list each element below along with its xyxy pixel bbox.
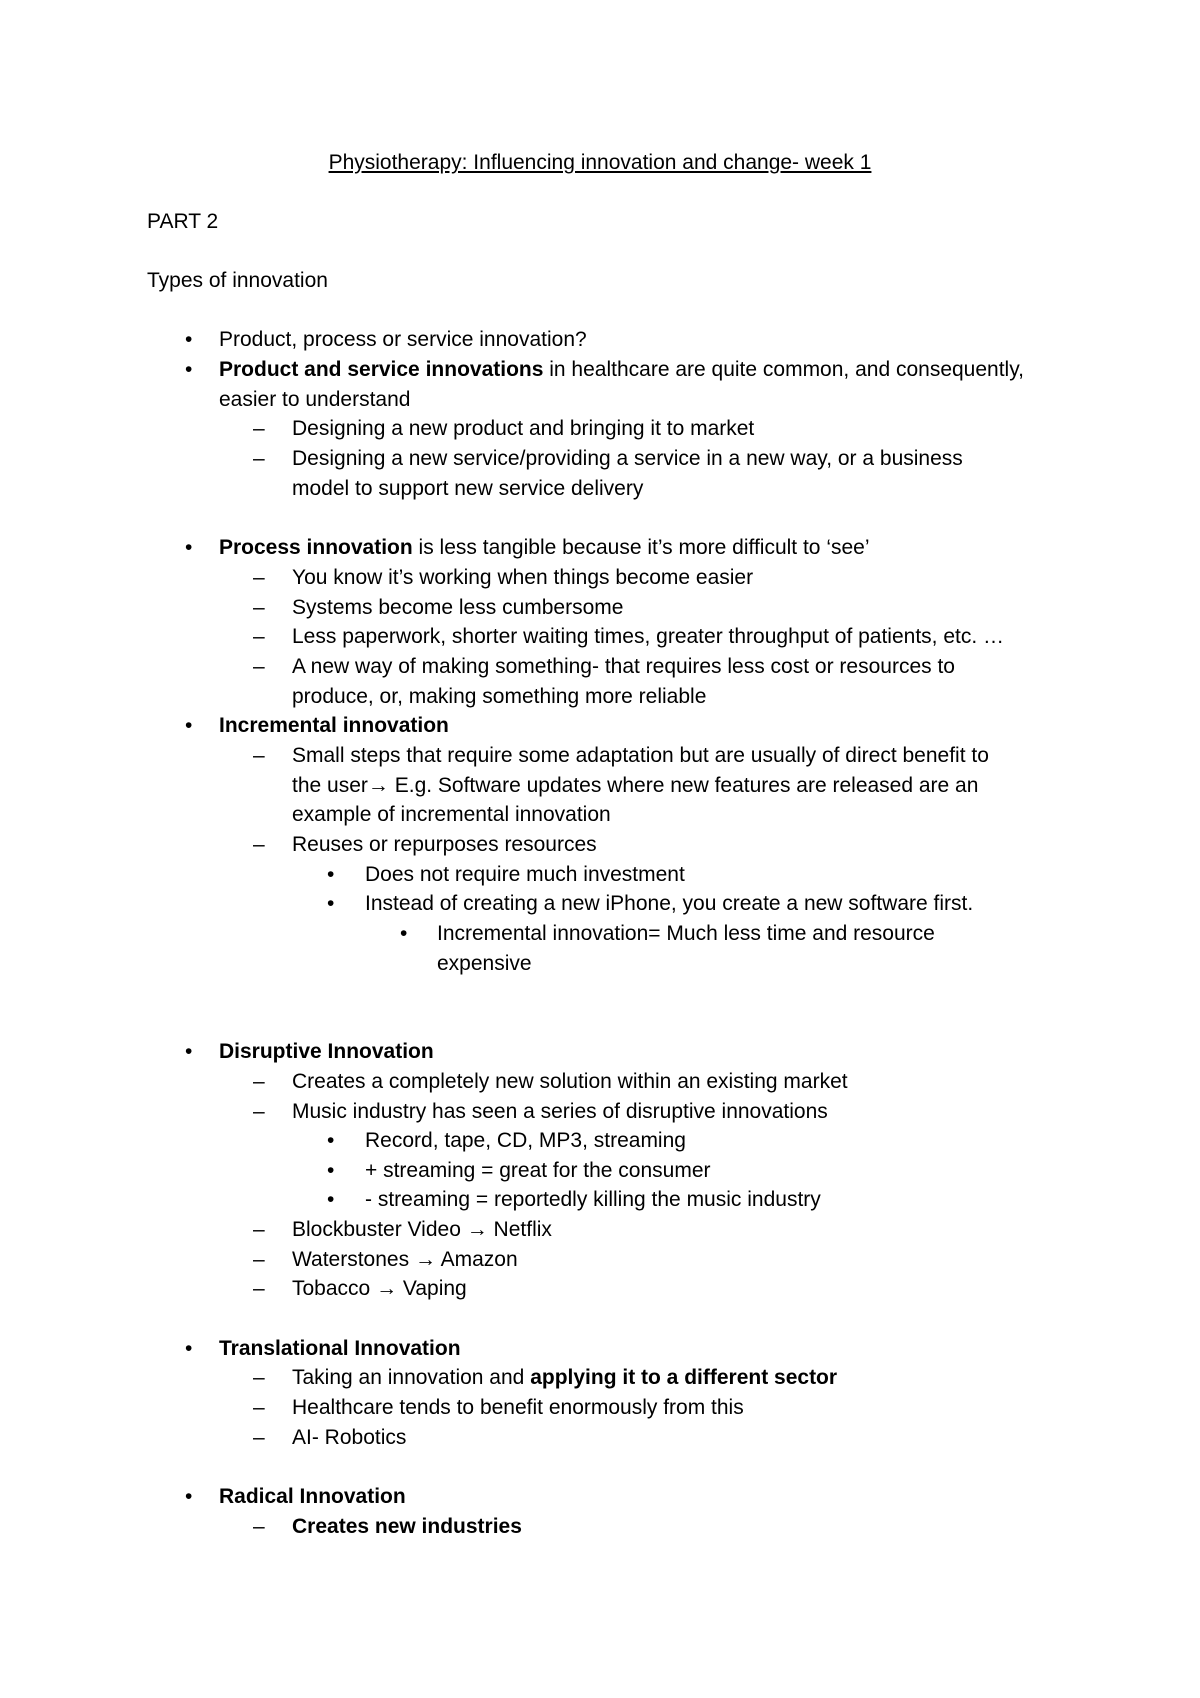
dash-marker: – bbox=[253, 655, 265, 678]
bold-term: Process innovation bbox=[219, 536, 413, 559]
bold-term: applying it to a different sector bbox=[530, 1366, 838, 1389]
sub-item: Designing a new product and bringing it to market bbox=[292, 417, 755, 440]
bullet-marker: • bbox=[185, 1337, 193, 1360]
dash-marker: – bbox=[253, 566, 265, 589]
sub-sub-sub-item: Incremental innovation= Much less time and resource bbox=[437, 922, 935, 945]
list-item-radical-innovation: Radical Innovation bbox=[219, 1485, 406, 1508]
list-item-continuation: easier to understand bbox=[219, 388, 411, 411]
item-text: Blockbuster Video bbox=[292, 1218, 467, 1241]
dash-marker: – bbox=[253, 744, 265, 767]
arrow-icon: → bbox=[376, 1277, 398, 1300]
sub-item: Music industry has seen a series of disruptive innovations bbox=[292, 1100, 828, 1123]
item-text: Tobacco bbox=[292, 1277, 377, 1300]
dash-marker: – bbox=[253, 1396, 265, 1419]
sub-item bbox=[292, 1363, 837, 1393]
sub-item: Creates new industries bbox=[292, 1515, 522, 1538]
bullet-marker: • bbox=[400, 922, 408, 945]
sub-item-continuation: produce, or, making something more reliable bbox=[292, 685, 707, 708]
sub-item: Healthcare tends to benefit enormously from this bbox=[292, 1396, 744, 1419]
bullet-marker: • bbox=[185, 328, 193, 351]
dash-marker: – bbox=[253, 1515, 265, 1538]
bullet-marker: • bbox=[185, 536, 193, 559]
item-text: Amazon bbox=[435, 1248, 518, 1271]
bullet-marker: • bbox=[327, 1159, 335, 1182]
item-text: Taking an innovation and bbox=[292, 1366, 531, 1389]
dash-marker: – bbox=[253, 833, 265, 856]
dash-marker: – bbox=[253, 596, 265, 619]
item-text: Netflix bbox=[487, 1218, 552, 1241]
sub-sub-item: Instead of creating a new iPhone, you create a new software first. bbox=[365, 892, 974, 915]
sub-item: You know it’s working when things become easier bbox=[292, 566, 754, 589]
bullet-marker: • bbox=[185, 714, 193, 737]
item-text: Vaping bbox=[397, 1277, 467, 1300]
sub-item: Designing a new service/providing a service in a new way, or a business bbox=[292, 447, 963, 470]
dash-marker: – bbox=[253, 1070, 265, 1093]
sub-item-continuation: example of incremental innovation bbox=[292, 803, 611, 826]
part-label: PART 2 bbox=[147, 210, 219, 233]
bold-term: Product and service innovations bbox=[219, 358, 544, 381]
item-text: E.g. Software updates where new features are released are an bbox=[388, 774, 979, 797]
sub-sub-item: Record, tape, CD, MP3, streaming bbox=[365, 1129, 686, 1152]
dash-marker: – bbox=[253, 1277, 265, 1300]
bullet-marker: • bbox=[185, 1040, 193, 1063]
item-text: in healthcare are quite common, and consequently, bbox=[543, 358, 1024, 381]
list-item-product-service bbox=[219, 355, 1024, 385]
bullet-marker: • bbox=[185, 1485, 193, 1508]
dash-marker: – bbox=[253, 1248, 265, 1271]
sub-item: Systems become less cumbersome bbox=[292, 596, 624, 619]
sub-item: Small steps that require some adaptation but are usually of direct benefit to bbox=[292, 744, 989, 767]
sub-sub-item: + streaming = great for the consumer bbox=[365, 1159, 711, 1182]
sub-item bbox=[292, 1215, 552, 1245]
document-title: Physiotherapy: Influencing innovation and change- week 1 bbox=[328, 151, 872, 174]
sub-item: Less paperwork, shorter waiting times, greater throughput of patients, etc. … bbox=[292, 625, 1005, 648]
dash-marker: – bbox=[253, 625, 265, 648]
section-heading: Types of innovation bbox=[147, 269, 328, 292]
sub-item: AI- Robotics bbox=[292, 1426, 407, 1449]
arrow-icon: → bbox=[367, 774, 389, 797]
list-item-translational-innovation: Translational Innovation bbox=[219, 1337, 461, 1360]
dash-marker: – bbox=[253, 1426, 265, 1449]
dash-marker: – bbox=[253, 417, 265, 440]
list-item-process-innovation bbox=[219, 533, 870, 563]
sub-item-continuation bbox=[292, 771, 978, 801]
sub-item: Reuses or repurposes resources bbox=[292, 833, 597, 856]
sub-sub-item: Does not require much investment bbox=[365, 863, 685, 886]
sub-item: Creates a completely new solution within an existing market bbox=[292, 1070, 848, 1093]
sub-item bbox=[292, 1274, 467, 1304]
bullet-marker: • bbox=[327, 892, 335, 915]
bullet-marker: • bbox=[327, 1129, 335, 1152]
item-text: is less tangible because it’s more difficult to ‘see’ bbox=[412, 536, 870, 559]
bullet-marker: • bbox=[327, 863, 335, 886]
bullet-marker: • bbox=[185, 358, 193, 381]
dash-marker: – bbox=[253, 1366, 265, 1389]
dash-marker: – bbox=[253, 447, 265, 470]
arrow-icon: → bbox=[414, 1248, 436, 1271]
sub-sub-item: - streaming = reportedly killing the music industry bbox=[365, 1188, 821, 1211]
list-item-product-process-service: Product, process or service innovation? bbox=[219, 328, 587, 351]
item-text: the user bbox=[292, 774, 368, 797]
sub-item bbox=[292, 1245, 518, 1275]
dash-marker: – bbox=[253, 1218, 265, 1241]
sub-sub-sub-item-continuation: expensive bbox=[437, 952, 532, 975]
dash-marker: – bbox=[253, 1100, 265, 1123]
item-text: Waterstones bbox=[292, 1248, 415, 1271]
list-item-incremental-innovation: Incremental innovation bbox=[219, 714, 449, 737]
sub-item-continuation: model to support new service delivery bbox=[292, 477, 644, 500]
arrow-icon: → bbox=[466, 1218, 488, 1241]
sub-item: A new way of making something- that requires less cost or resources to bbox=[292, 655, 955, 678]
bullet-marker: • bbox=[327, 1188, 335, 1211]
list-item-disruptive-innovation: Disruptive Innovation bbox=[219, 1040, 434, 1063]
